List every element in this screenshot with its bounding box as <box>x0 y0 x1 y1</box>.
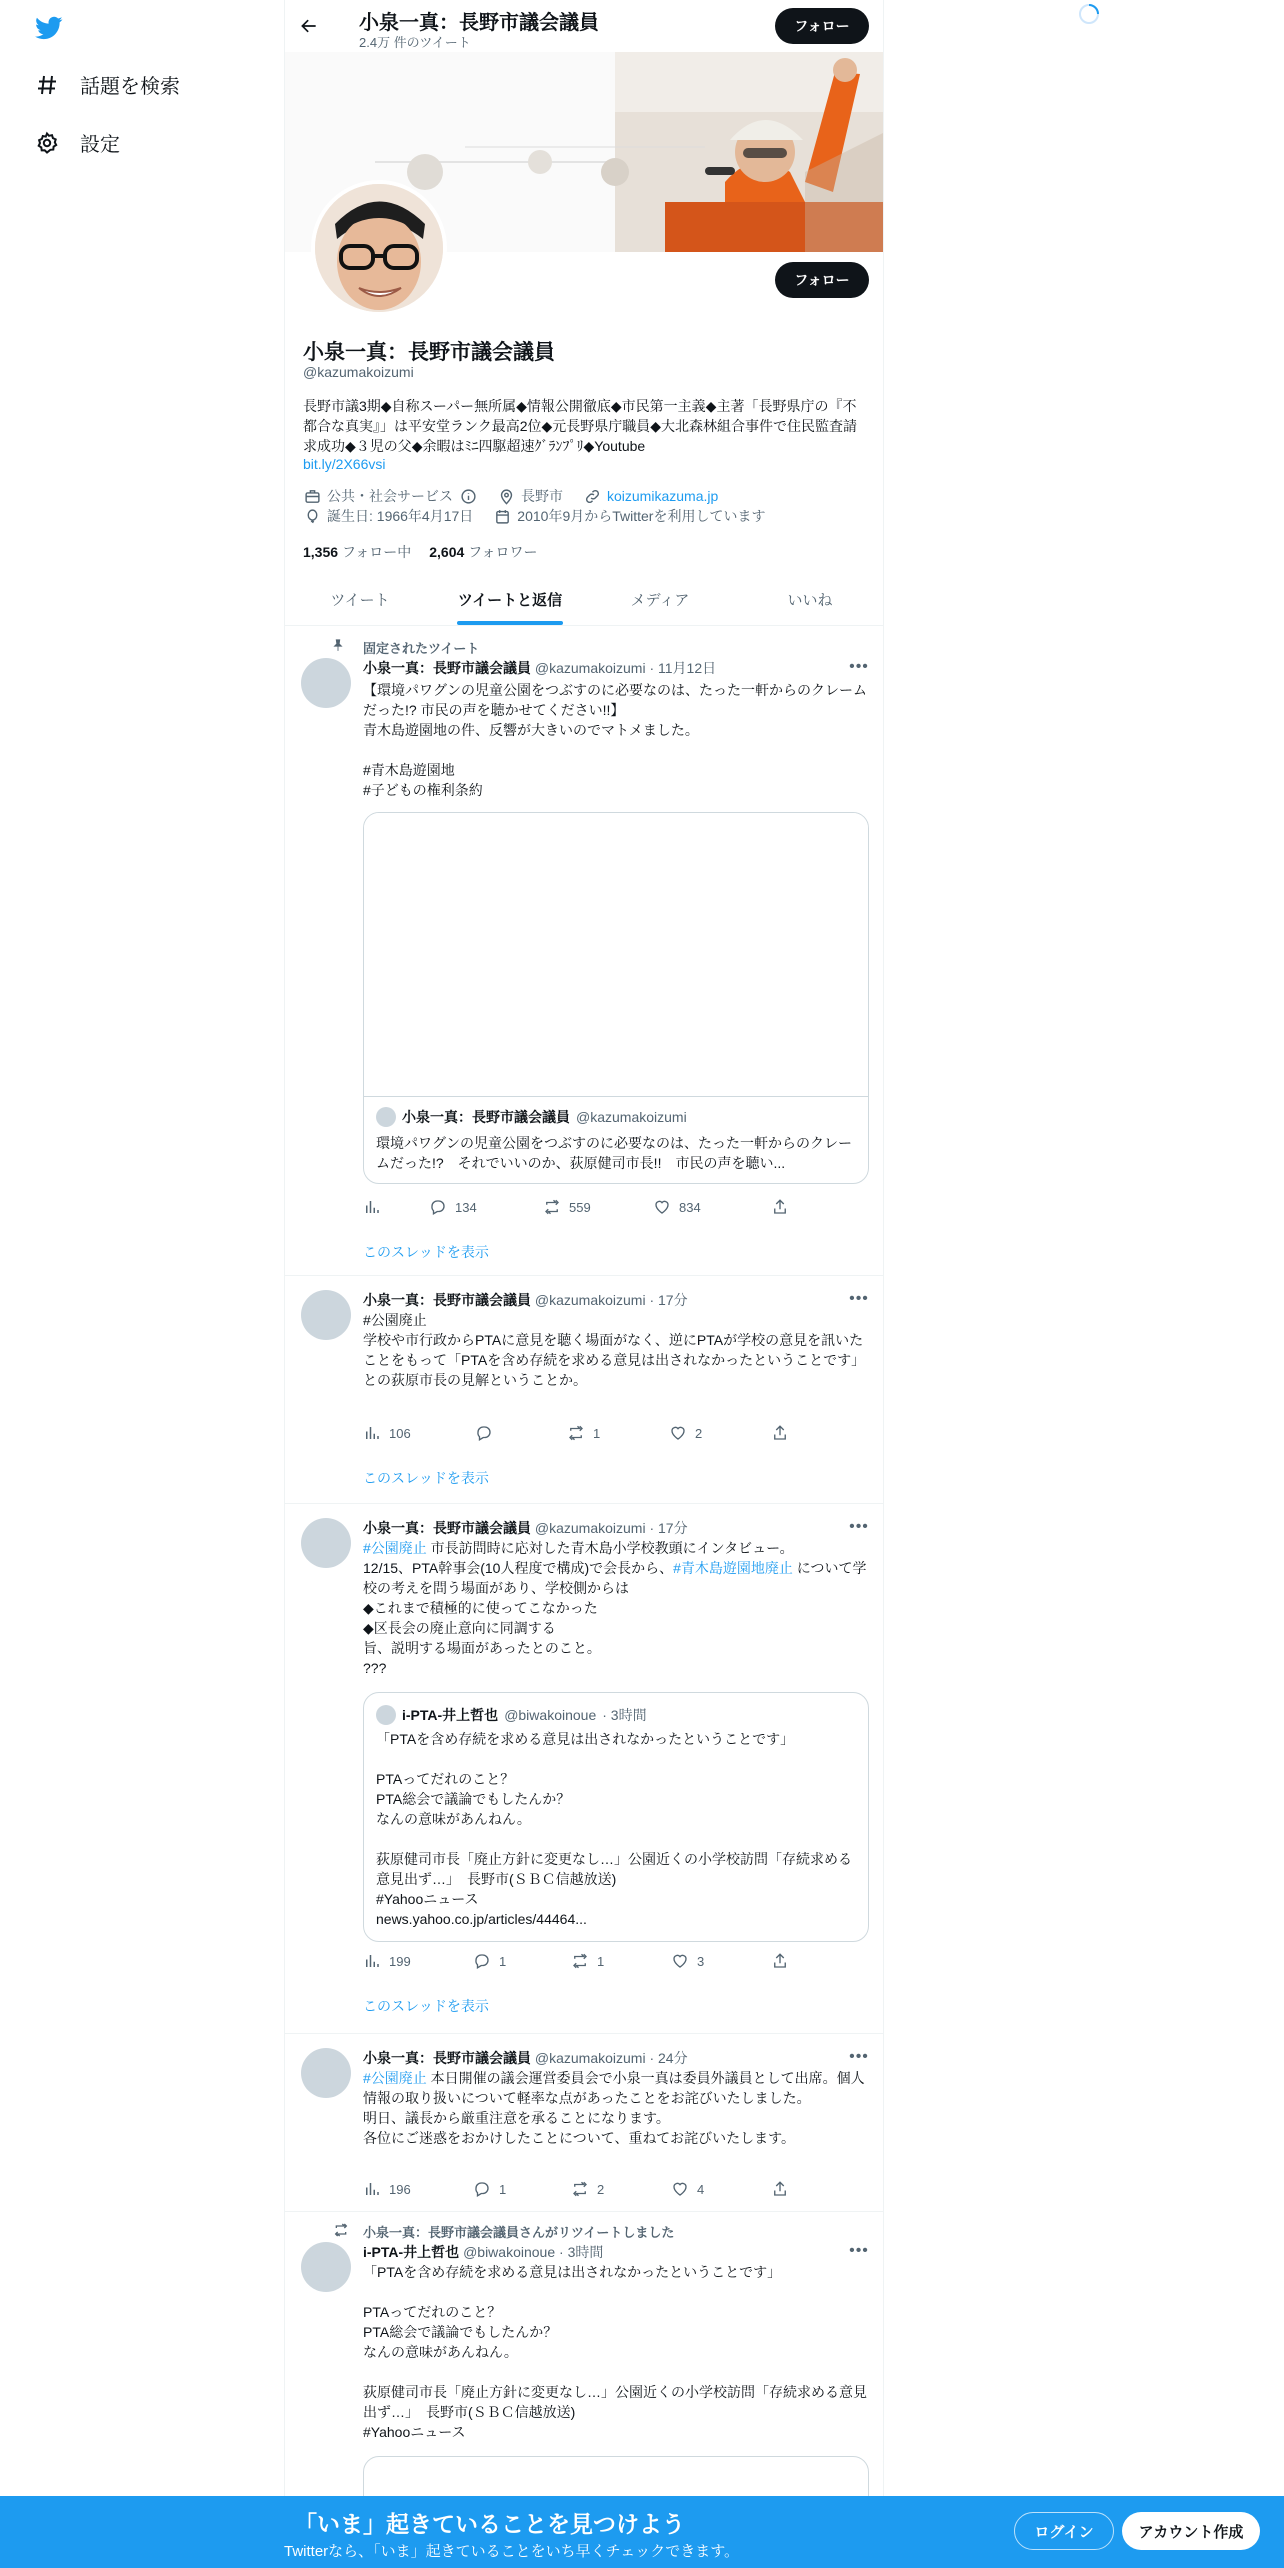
info-icon[interactable] <box>459 487 477 505</box>
share-icon <box>771 1198 789 1216</box>
profile-meta-row-1 <box>303 486 718 506</box>
quote-author-name: 小泉一真：長野市議会議員 <box>402 1109 570 1125</box>
nav-explore-label: 話題を検索 <box>80 76 180 98</box>
tweet-header <box>363 1518 688 1538</box>
profile-location: 長野市 <box>521 488 563 504</box>
avatar <box>376 1705 396 1725</box>
tab-media[interactable]: メディア <box>630 592 690 609</box>
avatar[interactable] <box>301 2242 351 2292</box>
retweet-icon <box>571 1952 589 1970</box>
tweet-author-name[interactable]: i-PTA-井上哲也 <box>363 2244 460 2260</box>
share-icon <box>771 2180 789 2198</box>
like-count: 3 <box>697 1953 705 1969</box>
more-options-icon[interactable]: ••• <box>849 658 869 675</box>
quote-author-handle: @kazumakoizumi <box>576 1109 687 1125</box>
profile-header-bar <box>285 0 884 52</box>
tweet-timestamp[interactable]: · 24分 <box>649 2050 688 2066</box>
heart-icon <box>653 1198 671 1216</box>
retweet-count: 2 <box>597 2181 605 2197</box>
like-button[interactable] <box>669 1424 702 1442</box>
signup-prompt-title: 「いま」起きていることを見つけよう <box>294 2511 685 2537</box>
signup-prompt-bar <box>0 2496 1284 2568</box>
tweet-author-handle[interactable]: @kazumakoizumi <box>534 660 646 676</box>
profile-joined: 2010年9月からTwitterを利用しています <box>517 508 766 524</box>
tweet-timestamp[interactable]: · 17分 <box>649 1520 688 1536</box>
more-options-icon[interactable]: ••• <box>849 1290 869 1307</box>
share-icon <box>771 1952 789 1970</box>
profile-counts <box>303 542 538 562</box>
retweet-button[interactable] <box>567 1424 600 1442</box>
header-follow-button[interactable]: フォロー <box>775 8 869 44</box>
views-button[interactable] <box>363 1198 381 1216</box>
header-tweet-count: 2.4万 件のツイート <box>359 35 471 50</box>
reply-icon <box>475 1424 493 1442</box>
reply-count: 1 <box>499 2181 507 2197</box>
tweet-actions <box>363 2180 793 2200</box>
view-count: 106 <box>389 1425 411 1441</box>
tweet-text <box>363 2068 871 2148</box>
show-thread-link[interactable]: このスレッドを表示 <box>363 1244 489 1260</box>
avatar[interactable] <box>301 658 351 708</box>
like-count: 2 <box>695 1425 703 1441</box>
profile-website-link[interactable]: koizumikazuma.jp <box>607 488 719 504</box>
tweet-item[interactable] <box>285 2034 884 2212</box>
heart-icon <box>669 1424 687 1442</box>
tweet-item[interactable] <box>285 626 884 1276</box>
quote-author-handle: @biwakoinoue <box>504 1707 597 1723</box>
avatar[interactable] <box>301 1518 351 1568</box>
tweet-text: 「PTAを含め存続を求める意見は出されなかったということです」 PTAってだれのこと？ PTA総会で議論でもしたんか？ なんの意味があんねん。 荻原健司市長「廃止方針に変更なし…」公園近くの小学校訪問「存続求める意見出ず…」 長野市(ＳＢＣ信越放送) <box>363 2264 867 2420</box>
analytics-icon <box>363 2180 381 2198</box>
briefcase-icon <box>303 487 321 505</box>
tweet-text <box>363 1538 871 1678</box>
tweet-actions <box>363 1198 793 1218</box>
show-thread-link[interactable]: このスレッドを表示 <box>363 1998 489 2014</box>
tweet-item[interactable] <box>285 1276 884 1504</box>
tweet-text-part: について学校の考えを問う場面があり、学校側からは ◆これまで積極的に使ってこなかった ◆区長会の廃止意向に同調する 旨、説明する場面があったとのこと。 ??? <box>363 1560 867 1676</box>
tweet-actions <box>363 1424 793 1444</box>
tweet-hashtag[interactable]: #子どもの権利条約 <box>363 782 483 798</box>
like-count: 834 <box>679 1199 701 1215</box>
profile-category: 公共・社会サービス <box>327 488 453 504</box>
loading-spinner-icon <box>1077 2 1101 26</box>
like-button[interactable] <box>671 2180 704 2198</box>
following-label: フォロー中 <box>341 544 412 560</box>
nav-settings-label: 設定 <box>80 134 120 156</box>
location-pin-icon <box>497 487 515 505</box>
twitter-logo-icon[interactable] <box>32 14 66 42</box>
avatar <box>376 1107 396 1127</box>
reply-button[interactable] <box>473 2180 506 2198</box>
tweet-author-handle[interactable]: @kazumakoizumi <box>534 1292 646 1308</box>
heart-icon <box>671 1952 689 1970</box>
tweet-header <box>363 2048 688 2068</box>
hashtag-icon <box>34 72 60 98</box>
reply-button[interactable] <box>429 1198 477 1216</box>
profile-birthday: 誕生日: 1966年4月17日 <box>327 508 474 524</box>
reply-button[interactable] <box>475 1424 493 1442</box>
signup-button[interactable]: アカウント作成 <box>1122 2512 1260 2550</box>
analytics-icon <box>363 1952 381 1970</box>
tweet-header <box>363 1290 688 1310</box>
tweet-item[interactable] <box>285 1504 884 2034</box>
profile-tabs <box>285 574 884 626</box>
tweet-hashtag[interactable]: #青木島遊園地 <box>363 762 455 778</box>
retweet-button[interactable] <box>571 1952 604 1970</box>
retweet-button[interactable] <box>571 2180 604 2198</box>
profile-bio: 長野市議3期◆自称スーパー無所属◆情報公開徹底◆市民第一主義◆主著「長野県庁の『不都合な真実』」は平安堂ランク最高2位◆元長野県庁職員◆大北森林組合事件で住民監査請求成功◆３児の父◆余暇はﾐﾆ四駆超速ｸﾞﾗﾝﾌﾟﾘ◆Youtube <box>303 398 858 454</box>
calendar-icon <box>493 507 511 525</box>
tweet-author-name[interactable]: 小泉一真：長野市議会議員 <box>363 2050 531 2066</box>
nav-settings[interactable] <box>34 128 120 157</box>
reply-icon <box>429 1198 447 1216</box>
pinned-label: 固定されたツイート <box>363 641 480 656</box>
views-button[interactable] <box>363 2180 411 2198</box>
profile-handle: @kazumakoizumi <box>303 364 414 380</box>
tweet-text-part: 本日開催の議会運営委員会で小泉一真は委員外議員として出席。個人情報の取り扱いについて軽率な点があったことをお詫びいたしました。 明日、議長から厳重注意を承ることになります。 各位にご迷惑をおかけしたことについて、重ねてお詫びいたします。 <box>363 2070 865 2146</box>
retweet-count: 1 <box>593 1425 601 1441</box>
tweet-timestamp[interactable]: · 11月12日 <box>649 660 717 676</box>
login-button[interactable]: ログイン <box>1014 2512 1114 2550</box>
analytics-icon <box>363 1198 381 1216</box>
tweet-hashtag[interactable]: #公園廃止 <box>363 1540 427 1556</box>
quote-author-name: i-PTA-井上哲也 <box>402 1707 499 1723</box>
following-count: 1,356 <box>303 544 339 560</box>
tweet-author-handle[interactable]: @kazumakoizumi <box>534 2050 646 2066</box>
more-options-icon[interactable]: ••• <box>849 2048 869 2065</box>
views-button[interactable] <box>363 1424 411 1442</box>
tweet-hashtag[interactable]: #Yahooニュース <box>363 2424 466 2440</box>
reply-count: 1 <box>499 1953 507 1969</box>
share-button[interactable] <box>771 2180 789 2198</box>
tweet-author-name[interactable]: 小泉一真：長野市議会議員 <box>363 660 531 676</box>
more-options-icon[interactable]: ••• <box>849 1518 869 1535</box>
tweet-actions <box>363 1952 793 1972</box>
profile-bio-link[interactable]: bit.ly/2X66vsi <box>303 456 386 472</box>
reply-icon <box>473 1952 491 1970</box>
balloon-icon <box>303 507 321 525</box>
tweet-text-part: 市長訪問時に応対した青木島小学校教頭にインタビュー。 <box>426 1540 794 1556</box>
view-count: 199 <box>389 1953 411 1969</box>
followers-link[interactable] <box>429 542 537 562</box>
retweet-context-label[interactable]: 小泉一真：長野市議会議員さんがリツイートしました <box>363 2225 675 2240</box>
avatar[interactable] <box>301 2048 351 2098</box>
retweet-icon <box>567 1424 585 1442</box>
link-icon <box>583 487 601 505</box>
avatar-photo <box>315 184 443 312</box>
followers-label: フォロワー <box>468 544 538 560</box>
back-arrow-icon[interactable] <box>295 12 323 40</box>
retweet-icon <box>571 2180 589 2198</box>
tweet-timestamp[interactable]: · 17分 <box>649 1292 688 1308</box>
tweet-text: 【環境パワグンの児童公園をつぶすのに必要なのは、たった一軒からのクレームだった!? 市民の声を聴かせてください!!】 青木島遊園地の件、反響が大きいのでマトメました。 <box>363 682 867 738</box>
main-column <box>284 0 884 2568</box>
show-thread-link[interactable]: このスレッドを表示 <box>363 1470 489 1486</box>
profile-avatar[interactable] <box>311 180 447 316</box>
following-link[interactable] <box>303 542 411 562</box>
pin-icon <box>331 638 347 654</box>
tweet-hashtag[interactable]: #青木島遊園地廃止 <box>673 1560 793 1576</box>
heart-icon <box>671 2180 689 2198</box>
like-count: 4 <box>697 2181 705 2197</box>
retweet-button[interactable] <box>543 1198 591 1216</box>
retweet-icon <box>543 1198 561 1216</box>
tweet-hashtag[interactable]: #公園廃止 <box>363 1312 427 1328</box>
left-nav <box>0 0 284 2568</box>
followers-count: 2,604 <box>429 544 465 560</box>
tab-tweets[interactable]: ツイート <box>330 592 390 609</box>
gear-icon <box>34 130 60 156</box>
retweet-count: 1 <box>597 1953 605 1969</box>
tweet-author-handle[interactable]: @kazumakoizumi <box>534 1520 646 1536</box>
analytics-icon <box>363 1424 381 1442</box>
like-button[interactable] <box>653 1198 701 1216</box>
reply-button[interactable] <box>473 1952 506 1970</box>
quote-header <box>376 1107 687 1127</box>
share-button[interactable] <box>771 1198 789 1216</box>
tweet-timestamp[interactable]: · 3時間 <box>559 2244 604 2260</box>
reply-count: 134 <box>455 1199 477 1215</box>
quote-tweet-card[interactable] <box>363 812 869 1184</box>
view-count: 196 <box>389 2181 411 2197</box>
reply-icon <box>473 2180 491 2198</box>
nav-explore[interactable] <box>34 70 180 99</box>
share-button[interactable] <box>771 1952 789 1970</box>
retweet-context-icon <box>333 2222 349 2238</box>
like-button[interactable] <box>671 1952 704 1970</box>
tweet-hashtag[interactable]: #公園廃止 <box>363 2070 427 2086</box>
signup-prompt-subtitle: Twitterなら、「いま」起きていることをいち早くチェックできます。 <box>284 2543 740 2560</box>
tweet-text: 学校や市行政からPTAに意見を聴く場面がなく、逆にPTAが学校の意見を訊いたことをもって「PTAを含め存続を求める意見は出されなかったということです」 との荻原市長の見解ということか。 <box>363 1332 866 1388</box>
tweet-text-part: 12/15、PTA幹事会(10人程度で構成)で会長から、 <box>363 1560 674 1576</box>
tab-likes[interactable]: いいね <box>787 592 833 609</box>
quote-tweet-card[interactable] <box>363 1692 869 1942</box>
profile-name: 小泉一真：長野市議会議員 <box>303 341 555 364</box>
quote-text: 環境パワグンの児童公園をつぶすのに必要なのは、たった一軒からのクレームだった!? それでいいのか、荻原健司市長!! 市民の声を聴い... <box>376 1135 852 1171</box>
tab-tweets-and-replies[interactable]: ツイートと返信 <box>435 574 585 625</box>
more-options-icon[interactable]: ••• <box>849 2242 869 2259</box>
avatar[interactable] <box>301 1290 351 1340</box>
tweet-author-handle[interactable]: @biwakoinoue <box>463 2244 556 2260</box>
header-title: 小泉一真：長野市議会議員 <box>359 12 599 34</box>
quote-text: 「PTAを含め存続を求める意見は出されなかったということです」 PTAってだれのこと？ PTA総会で議論でもしたんか？ なんの意味があんねん。 荻原健司市長「廃止方針に変更なし…」公園近くの小学校訪問「存続求める意見出ず…」 長野市(ＳＢＣ信越放送) #Yahooニュース news.yahoo.co.jp/articles/44464... <box>376 1731 852 1927</box>
quote-header <box>376 1705 647 1725</box>
card-media-placeholder <box>364 813 869 1097</box>
profile-meta-row-2 <box>303 506 765 526</box>
share-button[interactable] <box>771 1424 789 1442</box>
profile-follow-button[interactable]: フォロー <box>775 262 869 298</box>
tweet-header <box>363 2242 603 2262</box>
tweet-author-name[interactable]: 小泉一真：長野市議会議員 <box>363 1520 531 1536</box>
tweet-header <box>363 658 716 678</box>
share-icon <box>771 1424 789 1442</box>
views-button[interactable] <box>363 1952 411 1970</box>
tweet-author-name[interactable]: 小泉一真：長野市議会議員 <box>363 1292 531 1308</box>
quote-timestamp: · 3時間 <box>602 1707 647 1723</box>
retweet-count: 559 <box>569 1199 591 1215</box>
